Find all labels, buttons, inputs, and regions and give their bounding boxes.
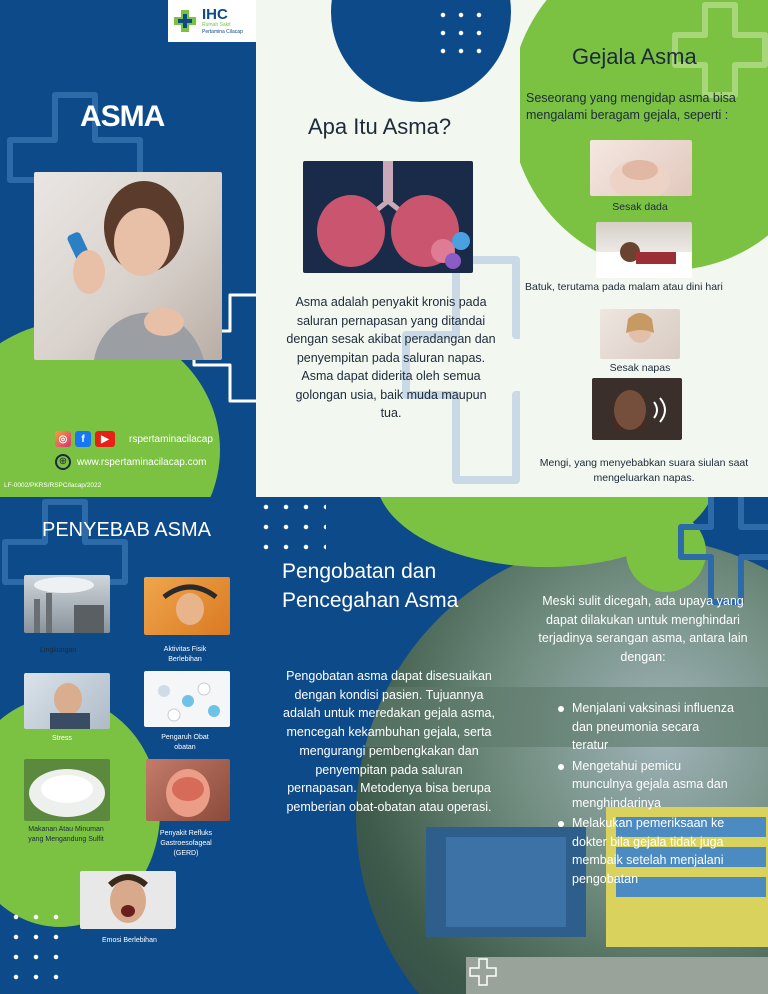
document-code: LF-0002/PKRS/RSPC/lacap/2022 <box>4 482 102 489</box>
gerd-photo <box>146 759 230 821</box>
pollution-photo <box>24 575 110 633</box>
exercise-photo <box>144 577 230 635</box>
cross-outline-decoration <box>468 957 498 987</box>
treatment-text: Pengobatan asma dapat disesuaikan dengan kondisi pasien. Tujuannya adalah untuk meredakan gejala asma, mencegah kekambuhan gejala, serta mengurangi pembengkakan dan penyempitan pada saluran pernapasan. Metodenya bisa berupa pemberian obat-obatan atau operasi. <box>283 669 495 814</box>
shortness-of-breath-photo <box>600 309 680 359</box>
cause-label: Pengaruh Obat obatan <box>161 734 209 751</box>
section-title: PENYEBAB ASMA <box>42 519 211 541</box>
sulfite-powder-photo <box>24 759 110 821</box>
cause-label: Makanan Atau Minuman yang Mengandung Sulfit <box>28 826 104 843</box>
prevention-item: Mengetahui pemicu munculnya gejala asma dan menghindarinya <box>554 757 734 813</box>
symptom-label: Mengi, yang menyebabkan suara siulan saat mengeluarkan napas. <box>539 457 749 484</box>
page-title: ASMA <box>80 100 165 133</box>
angry-man-photo <box>80 871 176 929</box>
logo-line1: Rumah Sakit <box>202 22 231 28</box>
section-title: Apa Itu Asma? <box>308 114 452 139</box>
symptom-label: Sesak dada <box>612 201 668 213</box>
facebook-icon[interactable]: f <box>75 431 91 447</box>
cause-label: Lingkungan <box>40 647 77 654</box>
cause-label: Emosi Berlebihan <box>102 937 157 944</box>
youtube-icon[interactable]: ▶ <box>95 431 115 447</box>
wheezing-photo <box>592 378 682 440</box>
prevention-list <box>554 699 734 890</box>
panel-gejala-asma <box>520 0 768 497</box>
prevention-intro: Meski sulit dicegah, ada upaya yang dapat dilakukan untuk menghindari terjadinya serangan asma, antara lain dengan: <box>538 594 748 664</box>
woman-inhaler-photo <box>34 172 222 360</box>
logo-brand: IHC <box>202 6 228 23</box>
social-handle[interactable]: rspertaminacilacap <box>129 433 213 445</box>
cause-label: Aktivitas Fisik Berlebihan <box>163 646 207 663</box>
symptoms-intro: Seseorang yang mengidap asma bisa mengalami beragam gejala, seperti : <box>526 91 736 122</box>
cross-outline-decoration <box>676 497 768 607</box>
panel-apa-itu-asma <box>256 0 520 497</box>
coughing-in-bed-photo <box>596 222 692 278</box>
chest-tightness-photo <box>590 140 692 196</box>
panel-penyebab-asma <box>0 497 256 994</box>
prevention-item: Melakukan pemeriksaan ke dokter bila gejala tidak juga membaik setelah menjalani pengobatan <box>554 814 734 888</box>
website-row <box>55 454 207 470</box>
dot-grid-decoration <box>434 6 494 66</box>
stress-photo <box>24 673 110 729</box>
website-link[interactable]: www.rspertaminacilacap.com <box>77 456 207 468</box>
pills-photo <box>144 671 230 727</box>
symptom-label: Batuk, terutama pada malam atau dini hari <box>525 281 723 293</box>
logo <box>168 0 256 42</box>
instagram-icon[interactable]: ◎ <box>55 431 71 447</box>
globe-icon: ⊕ <box>55 454 71 470</box>
panel-pengobatan <box>256 497 768 994</box>
cause-label: Penyakit Refluks Gastroesofageal (GERD) <box>159 830 213 857</box>
symptom-label: Sesak napas <box>609 362 671 374</box>
dot-grid-decoration <box>256 497 326 557</box>
dot-grid-decoration <box>6 907 66 994</box>
section-title: Gejala Asma <box>572 44 697 69</box>
cause-label: Stress <box>52 735 72 742</box>
panel-asma-cover <box>0 0 256 497</box>
ihc-logo-icon <box>172 8 198 34</box>
section-title: Pengobatan dan Pencegahan Asma <box>282 560 459 612</box>
prevention-item: Menjalani vaksinasi influenza dan pneumonia secara teratur <box>554 699 734 755</box>
logo-line2: Pertamina Cilacap <box>202 29 243 35</box>
lungs-illustration <box>303 161 473 273</box>
definition-text: Asma adalah penyakit kronis pada saluran pernapasan yang ditandai dengan sesak akibat peradangan dan penyempitan pada saluran napas. Asma dapat diderita oleh semua golongan usia, baik muda maupun tua. <box>286 295 496 420</box>
social-row <box>55 431 213 447</box>
